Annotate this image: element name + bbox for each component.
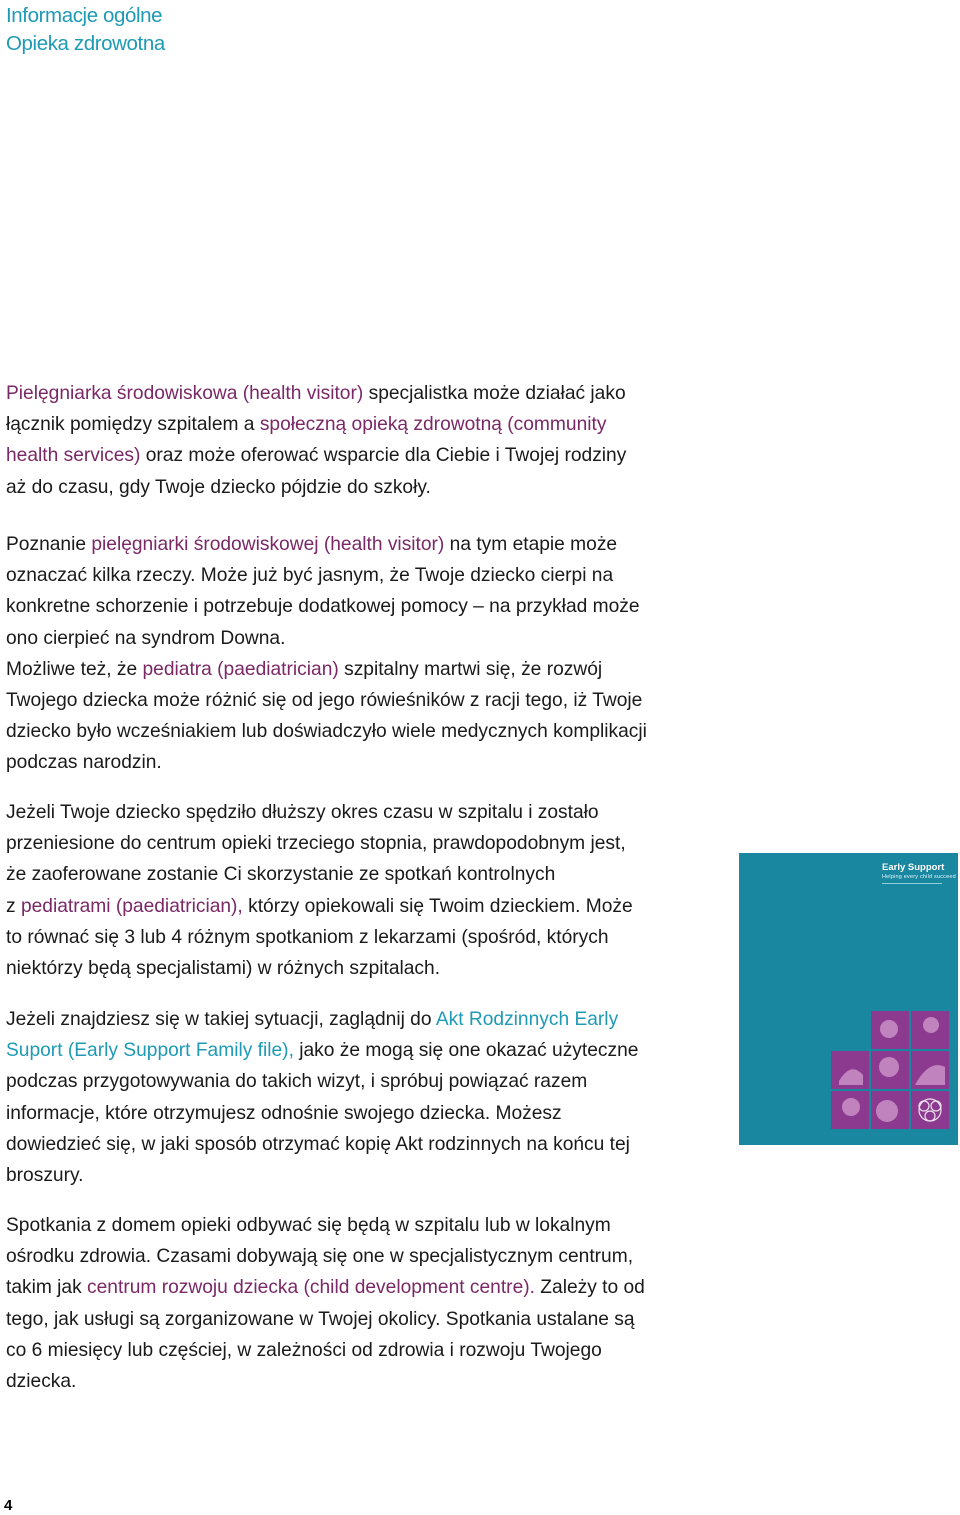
text-line: broszury. (6, 1165, 84, 1187)
cover-title: Early Support (882, 862, 945, 873)
paragraph-appointments (6, 1210, 645, 1397)
text-run: Poznanie (6, 534, 92, 555)
cover-subtitle: Helping every child succeed (882, 874, 956, 880)
text-line: niektórzy będą specjalistami) w różnych szpitalach. (6, 958, 441, 980)
text-run: jako że mogą się one okazać użyteczne (293, 1040, 639, 1062)
text-run: takim jak (6, 1277, 88, 1299)
text-line: informacje, które otrzymujesz odnośnie swojego dziecka. Możesz (6, 1102, 562, 1124)
text-line: Jeżeli Twoje dziecko spędziło dłuższy okres czasu w szpitalu i zostało (6, 802, 599, 823)
term-child-development-centre: centrum rozwoju dziecka (child development centre). (87, 1277, 535, 1299)
text-line: ośrodku zdrowia. Czasami dobywają się one w specjalistycznym centrum, (6, 1246, 634, 1268)
text-line: oznaczać kilka rzeczy. Może już być jasnym, że Twoje dziecko cierpi na (6, 565, 614, 587)
term-health-visitor-2: pielęgniarki środowiskowej (health visitor) (91, 534, 445, 555)
text-line: dziecka. (6, 1371, 77, 1393)
text-line: że zaoferowane zostanie Ci skorzystanie ze spotkań kontrolnych (6, 864, 556, 886)
text-run: oraz może oferować wsparcie dla Ciebie i Twojej rodziny (140, 445, 627, 467)
text-line: konkretne schorzenie i potrzebuje dodatkowej pomocy – na przykład może (6, 596, 640, 618)
text-line: Spotkania z domem opieki odbywać się będą w szpitalu lub w lokalnym (6, 1215, 611, 1236)
text-line: tego, jak usługi są zorganizowane w Twojej okolicy. Spotkania ustalane są (6, 1308, 635, 1330)
section-heading (6, 2, 165, 58)
text-run: Zależy to od (534, 1277, 645, 1299)
text-line: co 6 miesięcy lub częściej, w zależności od zdrowia i rozwoju Twojego (6, 1339, 602, 1361)
early-support-cover-image (739, 853, 958, 1145)
text-line: dowiedzieć się, w jaki sposób otrzymać kopię Akt rodzinnych na końcu tej (6, 1133, 630, 1155)
term-community-health-cont: health services) (6, 445, 141, 467)
term-community-health: społeczną opieką zdrowotną (community (259, 414, 607, 436)
text-run: którzy opiekowali się Twoim dzieckiem. Może (242, 895, 633, 917)
heading-line-general-info: Informacje ogólne (6, 4, 163, 27)
text-line: podczas przygotowywania do takich wizyt, i spróbuj powiązać razem (6, 1071, 588, 1093)
term-health-visitor: Pielęgniarka środowiskowa (health visitor) (6, 383, 364, 404)
text-line: ono cierpieć na syndrom Downa. (6, 627, 286, 649)
text-line: Twojego dziecka może różnić się od jego rówieśników z racji tego, iż Twoje (6, 690, 643, 712)
term-paediatricians: pediatrami (paediatrician), (20, 895, 243, 917)
cover-photo-tiles (739, 853, 958, 1145)
text-run: Jeżeli znajdziesz się w takiej sytuacji, zaglądnij do (6, 1009, 436, 1030)
heading-line-health-care: Opieka zdrowotna (6, 32, 165, 55)
term-early-support-file: Akt Rodzinnych Early (435, 1009, 619, 1030)
term-paediatrician: pediatra (paediatrician) (142, 658, 339, 680)
page-number: 4 (4, 1497, 13, 1514)
text-line: aż do czasu, gdy Twoje dziecko pójdzie do szkoły. (6, 476, 431, 498)
text-line: przeniesione do centrum opieki trzeciego stopnia, prawdopodobnym jest, (6, 833, 626, 855)
text-run: Możliwe też, że (6, 658, 143, 680)
text-line: dziecko było wcześniakiem lub doświadczyło wiele medycznych komplikacji (6, 721, 647, 743)
term-early-support-file-cont: Suport (Early Support Family file), (6, 1040, 294, 1062)
paragraph-health-visitor (6, 378, 626, 503)
text-run: szpitalny martwi się, że rozwój (338, 658, 603, 680)
text-run: na tym etapie może (444, 534, 618, 555)
paragraph-family-file (6, 1004, 638, 1191)
paragraph-meeting-visitor (6, 529, 647, 779)
text-line: podczas narodzin. (6, 752, 162, 774)
paragraph-hospital-stay (6, 797, 633, 984)
text-run: z (6, 895, 21, 917)
text-line: to równać się 3 lub 4 różnym spotkaniom z lekarzami (spośród, których (6, 926, 609, 948)
text-run: specjalistka może działać jako (363, 383, 626, 404)
text-run: łącznik pomiędzy szpitalem a (6, 414, 260, 436)
